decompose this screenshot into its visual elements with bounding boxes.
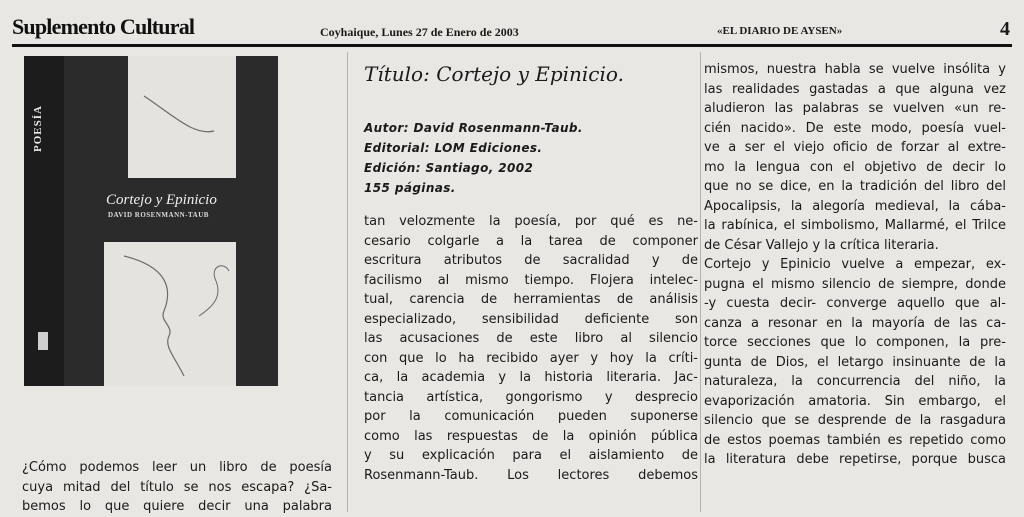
cover-author: DAVID ROSENMANN-TAUB — [108, 211, 209, 219]
text-line: ve a ser el viejo oficio de forzar al extre- — [704, 140, 1006, 155]
text-line: escritura atributos de sacralidad y de — [364, 253, 698, 268]
credit-edition: Edición: Santiago, 2002 — [364, 161, 534, 175]
text-line: aludieron las palabras se vuelven «un re- — [704, 101, 1006, 116]
cover-title: Cortejo y Epinicio — [106, 192, 217, 208]
text-line: la literatura debe repetirse, porque busca — [704, 452, 1006, 467]
credit-author: Autor: David Rosenmann-Taub. — [364, 121, 583, 135]
cover-spine-label: POESÍA — [32, 105, 44, 152]
text-line: evaporización amatoria. Sin embargo, el — [704, 393, 1006, 409]
text-line: las acusaciones de este libro al silencio — [364, 331, 698, 346]
text-line: de estos poemas también es repetido como — [704, 432, 1006, 448]
book-credits — [364, 118, 583, 198]
text-line: Rosenmann-Taub. Los lectores debemos — [364, 467, 698, 483]
text-line: por la comunicación pueden suponerse — [364, 409, 698, 424]
text-line: silencio que se desprende de la rasgadura — [704, 413, 1006, 428]
credit-publisher: Editorial: LOM Ediciones. — [364, 141, 543, 155]
text-line: facilismo al mismo tiempo. Flojera intelec- — [364, 272, 698, 288]
issue-date: Coyhaique, Lunes 27 de Enero de 2003 — [320, 25, 519, 39]
text-line: con que lo ha recibido ayer y hoy la críti- — [364, 350, 698, 366]
text-line: ca, la academia y la historia literaria. Jac- — [364, 370, 698, 385]
text-line: cesario colgarle a la tarea de componer — [364, 233, 698, 249]
page-header — [12, 14, 1012, 47]
text-line: que no se dice, en la tradición del libro del — [704, 179, 1006, 194]
credit-pages: 155 páginas. — [364, 181, 456, 195]
text-line: y su explicación para el aislamiento de — [364, 448, 698, 463]
column-rule — [347, 52, 348, 512]
publisher-logo — [38, 332, 48, 350]
article-title: Título: Cortejo y Epinicio. — [364, 62, 624, 86]
text-line: cién nacido». De este modo, poesía vuel- — [704, 120, 1006, 136]
article-column-3 — [704, 60, 1006, 470]
text-line: tancia artística, gongorismo y desprecio — [364, 389, 698, 405]
text-line: mo la lengua con el objetivo de decir lo — [704, 159, 1006, 175]
text-line: canza a resonar en la mayoría de las ca- — [704, 315, 1006, 331]
article-column-2 — [364, 212, 698, 485]
text-line: la rabínica, el simbolismo, Mallarmé, el Trilce — [704, 218, 1006, 233]
text-line: Cortejo y Epinicio vuelve a empezar, ex- — [704, 257, 1006, 272]
text-line: torce secciones que lo componen, la pre- — [704, 335, 1006, 350]
text-line: cuya mitad del título se nos escapa? ¿Sa- — [22, 479, 332, 495]
text-line: gunta de Dios, el letargo insinuante de la — [704, 354, 1006, 370]
text-line: especializado, sensibilidad deficiente son — [364, 311, 698, 327]
text-line: mismos, nuestra habla se vuelve insólita y — [704, 62, 1006, 77]
text-line: naturaleza, la concurrencia del niño, la — [704, 374, 1006, 389]
page-number: 4 — [1000, 18, 1010, 40]
section-title: Suplemento Cultural — [12, 14, 195, 39]
column-rule — [700, 52, 701, 512]
book-cover-image — [24, 56, 278, 386]
text-line: tan velozmente la poesía, por qué es ne- — [364, 214, 698, 229]
text-line: tual, carencia de herramientas de análisis — [364, 292, 698, 307]
text-line: las realidades gastadas a que alguna vez — [704, 81, 1006, 97]
newspaper-name: «EL DIARIO DE AYSEN» — [717, 25, 843, 37]
article-column-1 — [22, 458, 332, 517]
text-line: bemos lo que quiere decir una palabra — [22, 499, 332, 514]
text-line: Apocalipsis, la alegoría medieval, la cába- — [704, 198, 1006, 214]
text-line: -y cuesta decir- converge aquello que al- — [704, 296, 1006, 311]
text-line: como las respuestas de la opinión pública — [364, 428, 698, 444]
text-line: pugna el mismo silencio de siempre, donde — [704, 276, 1006, 292]
text-line: ¿Cómo podemos leer un libro de poesía — [22, 460, 332, 475]
face-sketch-illustration — [104, 56, 278, 386]
text-line: de César Vallejo y la crítica literaria. — [704, 237, 939, 253]
